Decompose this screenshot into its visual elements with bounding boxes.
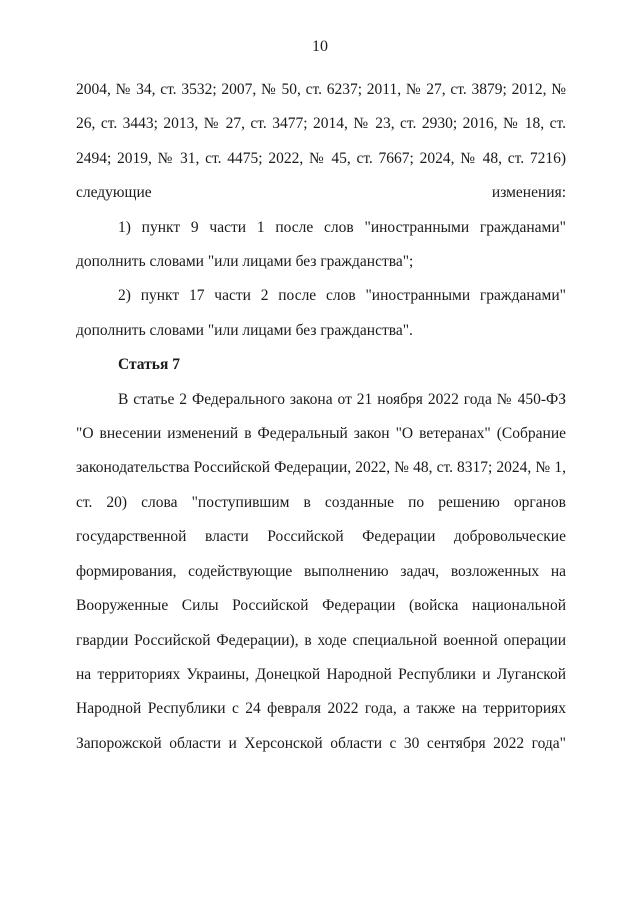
- page-number: 10: [312, 38, 328, 55]
- paragraph-article-text: В статье 2 Федерального закона от 21 ноября 2022 года № 450-ФЗ "О внесении изменений в Федеральный закон "О ветеранах" (Собрание законодательства Российской Федерации, 2022, № 48, ст. 8317; 2024, № 1, ст. 20) слова "поступившим в созданные по решению органов государственной власти Российской Федерации добровольческие формирования, содействующие выполнению задач, возложенных на Вооруженные Силы Российской Федерации (войска национальной гвардии Российской Федерации), в ходе специальной военной операции на территориях Украины, Донецкой Народной Республики и Луганской Народной Республики с 24 февраля 2022 года, а также на территориях Запорожской области и Херсонской области с 30 сентября 2022 года": [76, 390, 566, 752]
- paragraph-item-2: 2) пункт 17 части 2 после слов "иностранными гражданами" дополнить словами "или лицами без гражданства".: [76, 287, 566, 339]
- article-heading: Статья 7: [118, 356, 180, 374]
- paragraph-item-1: 1) пункт 9 части 1 после слов "иностранными гражданами" дополнить словами "или лицами без гражданства";: [76, 218, 566, 271]
- document-body: [76, 73, 566, 761]
- paragraph-intro: 2004, № 34, ст. 3532; 2007, № 50, ст. 6237; 2011, № 27, ст. 3879; 2012, № 26, ст. 3443; 2013, № 27, ст. 3477; 2014, № 23, ст. 2930; 2016, № 18, ст. 2494; 2019, № 31, ст. 4475; 2022, № 45, ст. 7667; 2024, № 48, ст. 7216) следующие изменения:: [76, 81, 566, 202]
